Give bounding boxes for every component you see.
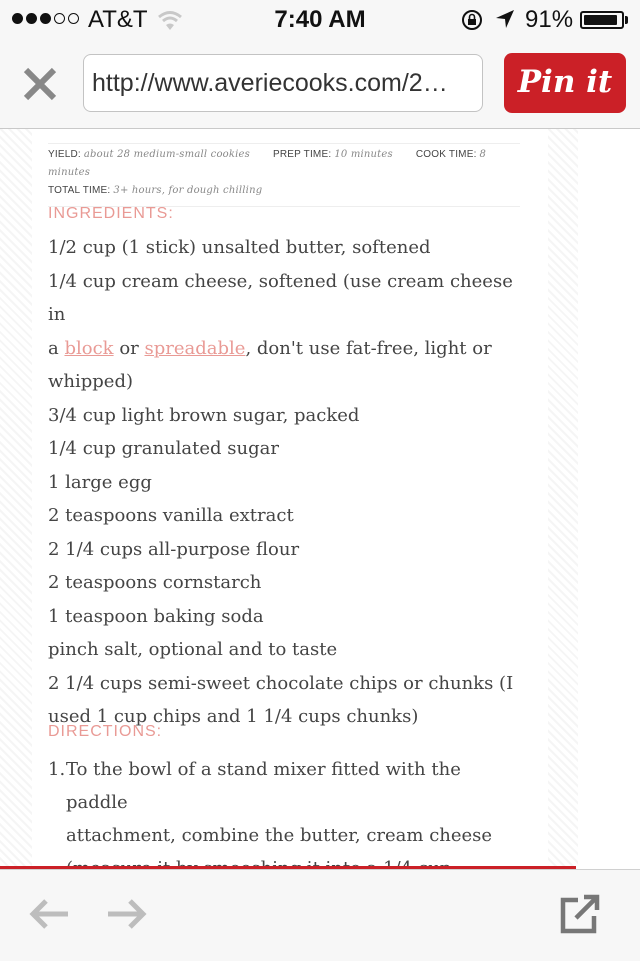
recipe-meta-row-1 [48, 146, 520, 182]
status-bar [0, 0, 640, 40]
yield-label: YIELD: [48, 149, 81, 160]
direction-step-text: To the bowl of a stand mixer fitted with the paddle attachment, combine the butter, cream cheese [66, 759, 493, 846]
ingredient-item: 1 large egg [48, 471, 152, 493]
page-gutter-right [548, 129, 578, 868]
ingredient-item: pinch salt, optional and to taste [48, 639, 338, 660]
browser-toolbar [0, 869, 640, 961]
battery-level [584, 15, 617, 25]
ingredient-item: 1/4 cup granulated sugar [48, 438, 279, 459]
pin-it-button[interactable]: Pin it [504, 53, 626, 113]
directions-heading: DIRECTIONS: [48, 723, 163, 740]
ingredients-heading: INGREDIENTS: [48, 205, 174, 222]
close-icon[interactable] [18, 62, 62, 106]
recipe-meta-row-2 [48, 182, 520, 200]
prep-time-value: 10 minutes [334, 149, 393, 160]
recipe-meta [48, 143, 520, 207]
url-field[interactable]: http://www.averiecooks.com/2… [83, 54, 483, 112]
carrier-name: AT&T [88, 6, 148, 33]
share-icon[interactable] [558, 892, 602, 936]
total-time-label: TOTAL TIME: [48, 185, 111, 196]
browser-nav-bar [0, 40, 640, 129]
battery-cap [625, 16, 628, 24]
cook-time-label: COOK TIME: [415, 149, 477, 160]
ingredient-item: 2 1/4 cups all-purpose flour [48, 538, 300, 560]
ingredient-item: a block or spreadable, don't use fat-free, light or [48, 337, 492, 359]
page-gutter-left [0, 129, 32, 868]
recipe-card [32, 129, 548, 868]
ingredient-item: 3/4 cup light brown sugar, packed [48, 404, 360, 426]
ingredient-item: 2 1/4 cups semi-sweet chocolate chips or chunks (I [48, 672, 514, 694]
ingredient-item: 1/2 cup (1 stick) unsalted butter, softened [48, 237, 431, 258]
location-arrow-icon [494, 8, 516, 30]
ingredient-item: 2 teaspoons vanilla extract [48, 505, 294, 526]
ingredient-item: 1 teaspoon baking soda [48, 605, 264, 627]
web-page-content[interactable] [0, 129, 640, 868]
battery-icon [580, 11, 624, 29]
ingredient-item: used 1 cup chips and 1 1/4 cups chunks) [48, 706, 419, 727]
spreadable-link[interactable]: spreadable [144, 337, 246, 359]
yield-value: about 28 medium-small cookies [83, 149, 251, 160]
direction-step-number: 1. [48, 759, 66, 780]
prep-time-label: PREP TIME: [273, 149, 332, 160]
status-time: 7:40 AM [274, 6, 366, 33]
ingredients-list [48, 231, 518, 734]
cook-time-value: 8 minutes [48, 149, 487, 178]
ingredient-item: whipped) [48, 371, 133, 392]
ingredient-item: 2 teaspoons cornstarch [48, 572, 262, 593]
rotation-lock-icon [460, 8, 484, 32]
battery-percent: 91% [525, 6, 574, 33]
forward-arrow-icon[interactable] [106, 896, 148, 932]
total-time-value: 3+ hours, for dough chilling [113, 185, 263, 196]
ingredient-item: 1/4 cup cream cheese, softened (use cream cheese in [48, 270, 513, 325]
block-link[interactable]: block [64, 337, 114, 359]
back-arrow-icon[interactable] [28, 896, 70, 932]
